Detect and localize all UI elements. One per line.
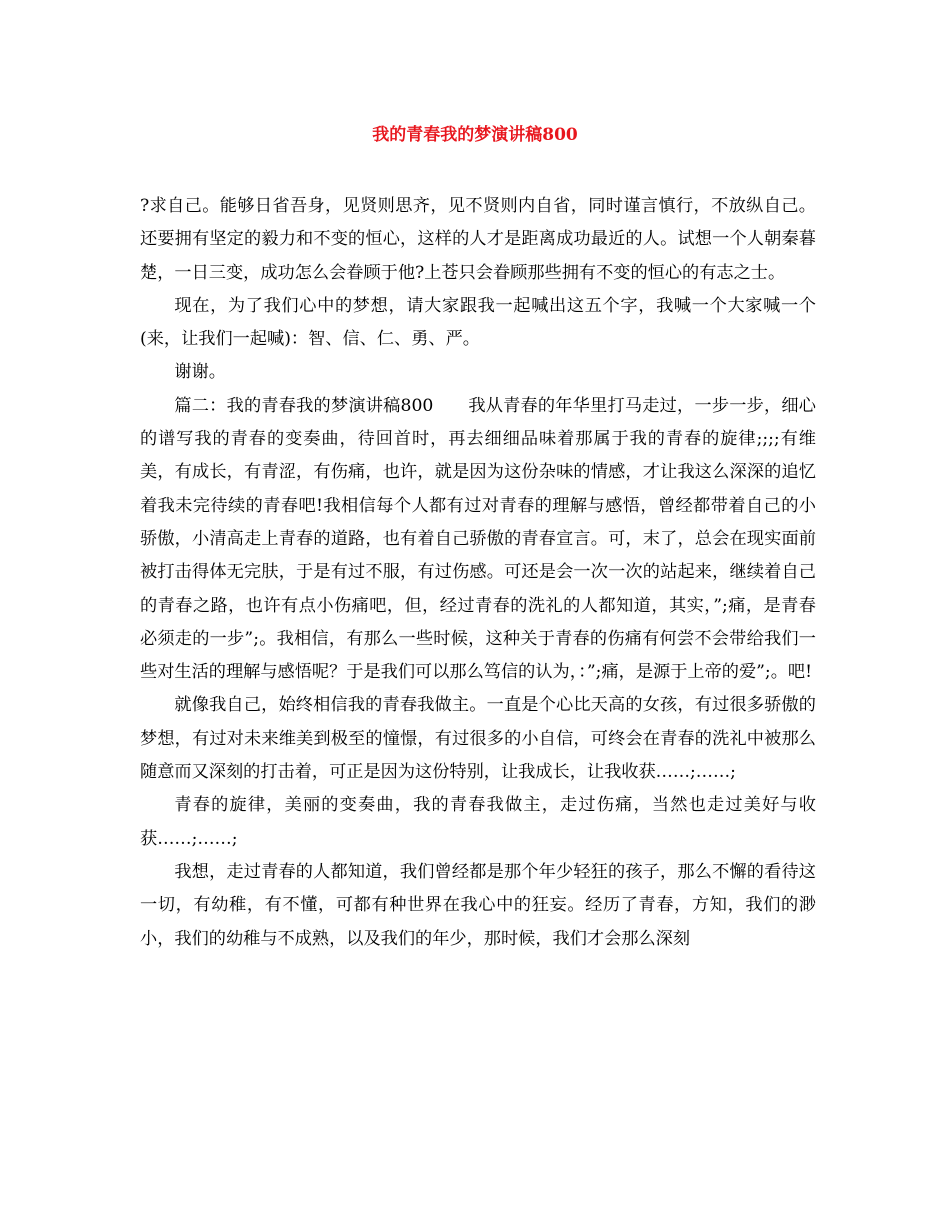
paragraph: 青春的旋律，美丽的变奏曲，我的青春我做主，走过伤痛，当然也走过美好与收获……;……; <box>140 795 816 849</box>
paragraph: ?求自己。能够日省吾身，见贤则思齐，见不贤则内自省，同时谨言慎行，不放纵自己。还要拥有坚定的毅力和不变的恒心，这样的人才是距离成功最近的人。试想一个人朝秦暮楚，一日三变，成功怎么会眷顾于他?上苍只会眷顾那些拥有不变的恒心的有志之士。 <box>140 196 816 283</box>
paragraph: 谢谢。 <box>174 362 226 383</box>
paragraph: 篇二：我的青春我的梦演讲稿800 我从青春的年华里打马走过，一步一步，细心的谱写我的青春的变奏曲，待回首时，再去细细品味着那属于我的青春的旋律;;;;有维美，有成长，有青涩，有伤痛，也许，就是因为这份杂味的情感，才让我这么深深的追忆着我未完待续的青春吧!我相信每个人都有过对青春的理解与感悟，曾经都带着自己的小骄傲，小清高走上青春的道路，也有着自己骄傲的青春宣言。可，末了，总会在现实面前被打击得体无完肤，于是有过不服，有过伤感。可还是会一次一次的站起来，继续着自己的青春之路，也许有点小伤痛吧，但，经过青春的洗礼的人都知道，其实，”;痛，是青春必须走的一步”;。我相信，有那么一些时候，这种关于青春的伤痛有何尝不会带给我们一些对生活的理解与感悟呢？于是我们可以那么笃信的认为，：”;痛，是源于上帝的爱”;。吧! <box>140 395 816 683</box>
document-title: 我的青春我的梦演讲稿800 <box>372 125 578 145</box>
paragraph: 就像我自己，始终相信我的青春我做主。一直是个心比天高的女孩，有过很多骄傲的梦想，有过对未来维美到极至的憧憬，有过很多的小自信，可终会在青春的洗礼中被那么随意而又深刻的打击着，可正是因为这份特别，让我成长，让我收获……;……; <box>140 695 816 783</box>
paragraph: 现在，为了我们心中的梦想，请大家跟我一起喊出这五个字，我喊一个大家喊一个(来，让我们一起喊)：智、信、仁、勇、严。 <box>140 295 816 350</box>
document-body <box>140 190 816 956</box>
paragraph: 我想，走过青春的人都知道，我们曾经都是那个年少轻狂的孩子，那么不懈的看待这一切，有幼稚，有不懂，可都有种世界在我心中的狂妄。经历了青春，方知，我们的渺小，我们的幼稚与不成熟，以及我们的年少，那时候，我们才会那么深刻 <box>140 861 816 949</box>
